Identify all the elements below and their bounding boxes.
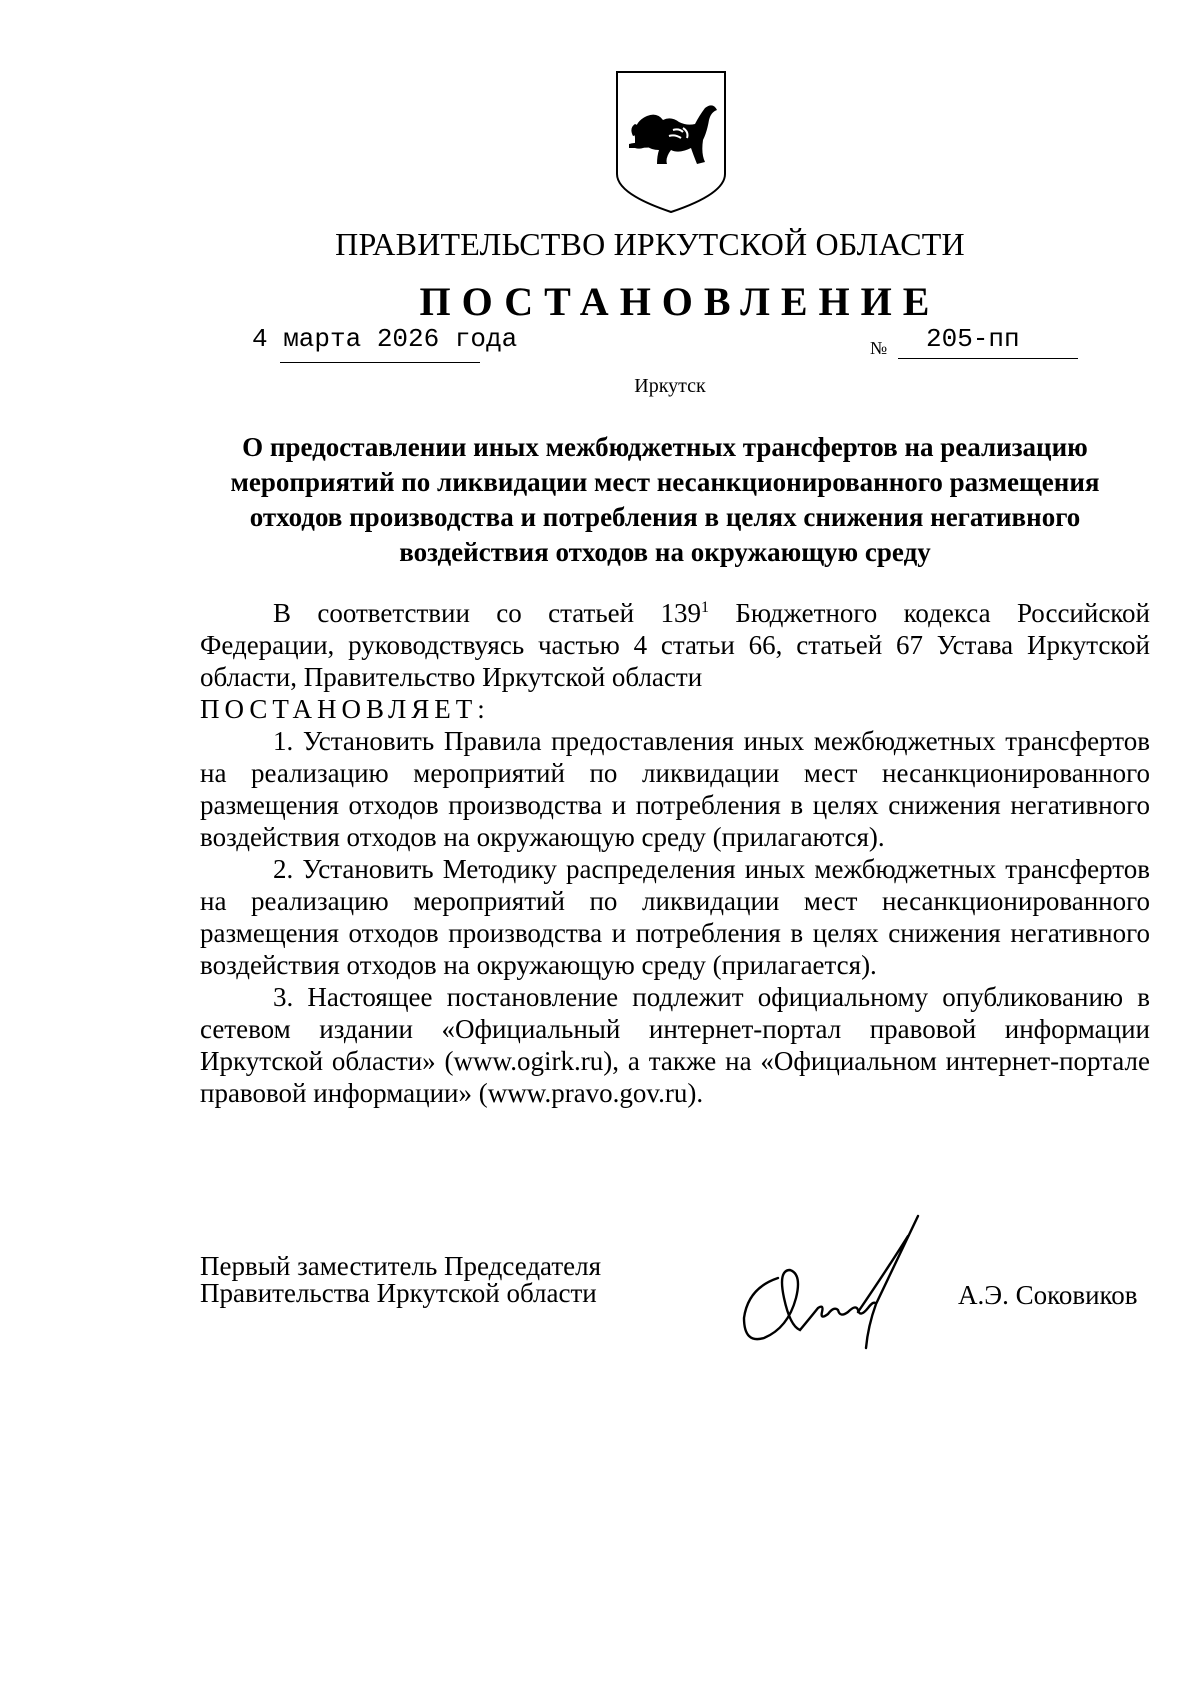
title-line: воздействия отходов на окружающую среду — [399, 537, 931, 567]
document-body — [200, 592, 1150, 1109]
government-title: ПРАВИТЕЛЬСТВО ИРКУТСКОЙ ОБЛАСТИ — [335, 226, 965, 262]
title-line: О предоставлении иных межбюджетных трансфертов на реализацию — [242, 432, 1088, 462]
document-date: 4 марта 2026 года — [252, 324, 518, 354]
signatory-position — [200, 1253, 601, 1307]
title-line: мероприятий по ликвидации мест несанкционированного размещения — [230, 467, 1100, 497]
signature-icon — [738, 1208, 968, 1358]
document-number: 205-пп — [926, 324, 1020, 354]
resolves-line: ПОСТАНОВЛЯЕТ: — [200, 694, 490, 724]
position-line: Правительства Иркутской области — [200, 1278, 597, 1308]
number-sign: № — [870, 338, 888, 358]
document-title — [140, 430, 1190, 570]
signatory-name: А.Э. Соковиков — [958, 1280, 1138, 1310]
article-superscript: 1 — [700, 599, 709, 616]
title-line: отходов производства и потребления в целях снижения негативного — [249, 502, 1081, 532]
document-city: Иркутск — [634, 375, 706, 397]
coat-of-arms-icon — [613, 70, 729, 214]
item-paragraph: 1. Установить Правила предоставления иных межбюджетных трансфертов на реализацию мероприятий по ликвидации мест несанкционированного размещения отходов производства и потребления в целях снижения негативного воздействия отходов на окружающую среду (прилагаются). — [200, 726, 1150, 852]
number-underline — [898, 358, 1078, 359]
date-underline — [280, 362, 480, 363]
item-paragraph: 2. Установить Методику распределения иных межбюджетных трансфертов на реализацию мероприятий по ликвидации мест несанкционированного размещения отходов производства и потребления в целях снижения негативного воздействия отходов на окружающую среду (прилагается). — [200, 854, 1150, 980]
preamble-start: В соответствии со статьей 139 — [273, 598, 701, 628]
document-type: ПОСТАНОВЛЕНИЕ — [419, 279, 941, 324]
preamble-rest: Бюджетного кодекса Российской Федерации, руководствуясь частью 4 статьи 66, статьей 67 Устава Иркутской области, Правительство Иркутской области — [200, 598, 1151, 692]
item-paragraph: 3. Настоящее постановление подлежит официальному опубликованию в сетевом издании «Официальный интернет-портал правовой информации Иркутской области» (www.ogirk.ru), а также на «Официальном интернет-портале правовой информации» (www.pravo.gov.ru). — [200, 982, 1150, 1108]
preamble-paragraph — [200, 592, 1150, 693]
position-line: Первый заместитель Председателя — [200, 1251, 602, 1281]
